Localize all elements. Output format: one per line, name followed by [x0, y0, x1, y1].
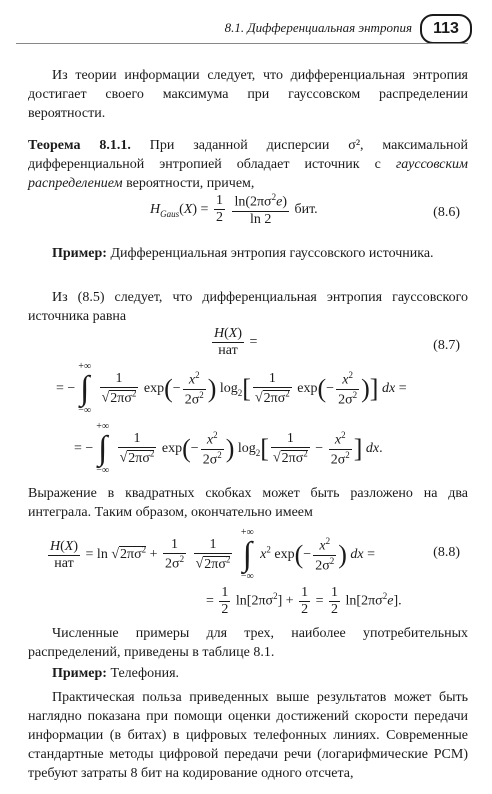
equation-number-8-6: (8.6) — [433, 205, 460, 220]
example-2-text: Телефония. — [106, 666, 180, 681]
equation-8-8-line-1: $\frac{H(X)}{\text{нат}}$ = $\ln √2\pi\sigma^2$ + $\frac{1}{2\sigma^2}$ $\frac{1}{√2\pi\sigma^2}$ +∞ ∫ −∞ $x^2$ exp(− $\frac{x^2}{2\sigma^2}$ ) dx = — [50, 527, 376, 582]
running-head: 8.1. Дифференциальная энтропия — [224, 20, 412, 35]
equation-8-8-line-2: = $\frac{1}{2}$ $\ln[2\pi\sigma^2]$ + $\frac{1}{2}$ = $\frac{1}{2}$ $\ln[2\pi\sigma^2e]$. — [206, 585, 402, 617]
equation-8-6: $H_{Gaus}(X)$ = $\frac{1}{2}$ $\frac{\ln(2\pi\sigma^2e)}{\ln 2}$ бит. — [150, 192, 318, 227]
page-number: 113 — [420, 14, 472, 44]
equation-8-7-line-2: = − +∞ ∫ −∞ $\frac{1}{√2\pi\sigma^2}$ exp(− $\frac{x^2}{2\sigma^2}$ ) $\log_2$[ $\frac{1}{√2\pi\sigma^2}$ − $\frac{x^2}{2\sigma^2}$ ] dx. — [74, 421, 383, 476]
paragraph-intro: Из теории информации следует, что дифференциальная энтропия достигает своего максимума при гауссовском распределении вероятности. — [28, 68, 468, 121]
unit-bit: бит. — [294, 202, 318, 218]
paragraph-split: Выражение в квадратных скобках может быть разложено на два интеграла. Таким образом, окончательно имеем — [28, 486, 468, 520]
theorem-label: Теорема 8.1.1. — [28, 138, 131, 153]
example-2 — [28, 664, 468, 683]
example-2-label: Пример: — [52, 666, 107, 681]
theorem-italic: гауссовским распределением — [28, 157, 468, 191]
theorem-text-2: вероятности, причем, — [122, 176, 255, 191]
paragraph-telephony: Практическая польза приведенных выше результатов может быть наглядно показана при помощи оценки достижений скорости передачи информации (в битах) в цифровых телефонных линиях. Современные стандартные методы цифровой передачи речи (логарифмические PCM) требуют затраты 8 бит на кодирование одного отсчета, — [28, 690, 468, 781]
equation-number-8-8: (8.8) — [433, 545, 460, 560]
paragraph-eq87-intro: Из (8.5) следует, что дифференциальная энтропия гауссовского источника равна — [28, 290, 468, 324]
example-1-label: Пример: — [52, 246, 107, 261]
theorem-8-1-1 — [28, 136, 468, 193]
example-1-text: Дифференциальная энтропия гауссовского источника. — [106, 246, 434, 261]
equation-number-8-7: (8.7) — [433, 338, 460, 353]
paragraph-table-ref: Численные примеры для трех, наиболее употребительных распределений, приведены в таблице 8.1. — [28, 626, 468, 660]
equation-8-7-line-1: = − +∞ ∫ −∞ $\frac{1}{√2\pi\sigma^2}$ exp(− $\frac{x^2}{2\sigma^2}$ ) $\log_2$[ $\frac{1}{√2\pi\sigma^2}$ exp(− $\frac{x^2}{2\sigma^2}$ )] dx = — [56, 361, 407, 416]
equation-8-7-lhs: $\frac{H(X)}{\text{нат}}$ = — [214, 326, 258, 358]
header-rule — [16, 43, 468, 44]
unit-nat: нат — [218, 343, 238, 358]
example-1 — [28, 244, 468, 263]
theorem-text-1: При заданной дисперсии σ², максимальной дифференциальной энтропией обладает источник с — [28, 138, 468, 172]
